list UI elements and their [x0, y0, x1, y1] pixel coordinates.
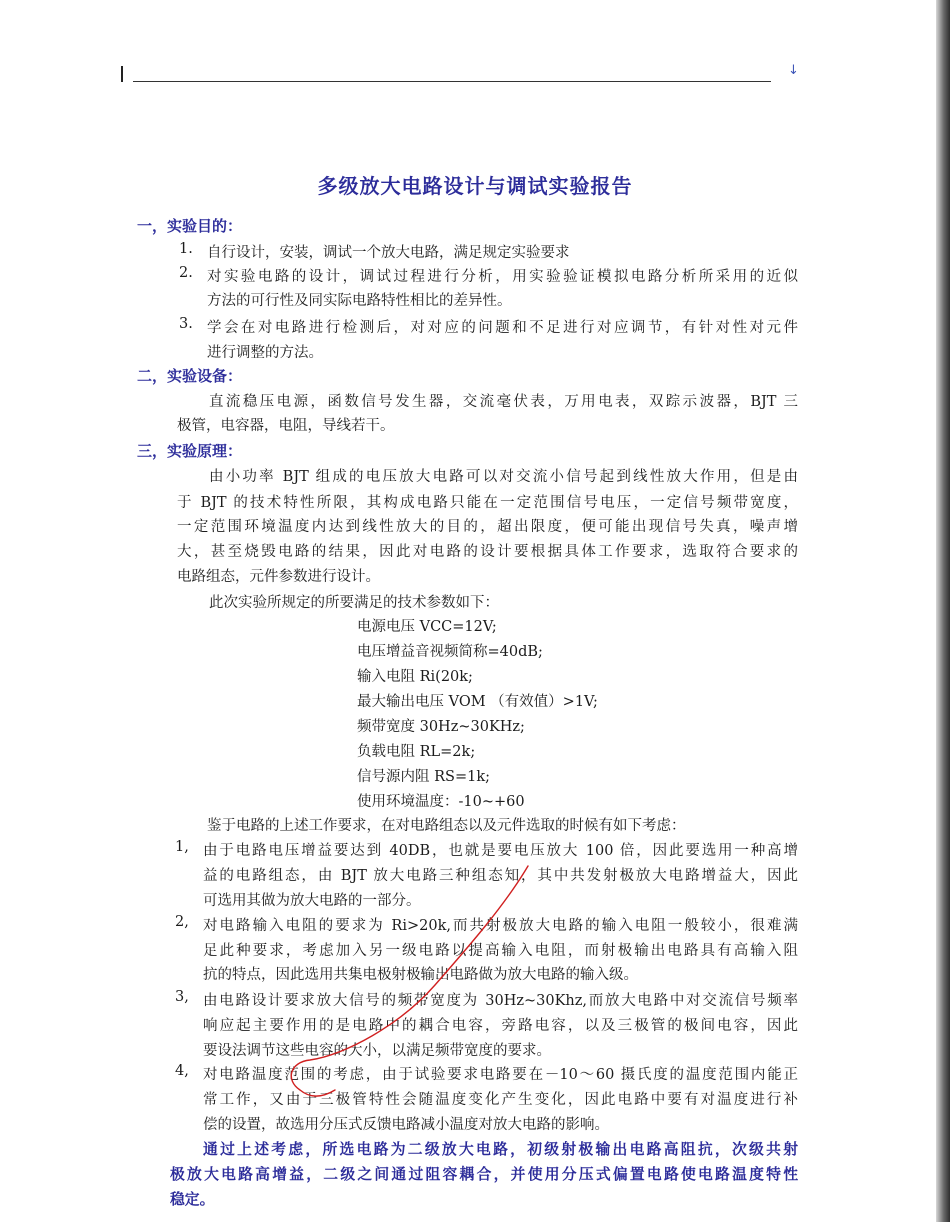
- conclusion-line: 极放大电路高增益，二级之间通过阻容耦合，并使用分压式偏置电路使电路温度特性: [170, 1166, 798, 1183]
- conclusion-line: 通过上述考虑，所选电路为二级放大电路，初级射极输出电路高阻抗，次级共射: [203, 1141, 798, 1158]
- consideration-text: 响应起主要作用的是电路中的耦合电容，旁路电容，以及三极管的极间电容，因此: [203, 1018, 798, 1034]
- paragraph-mark-icon: ↓: [788, 63, 799, 78]
- consideration-number: 3,: [175, 989, 189, 1005]
- consideration-text: 由电路设计要求放大信号的频带宽度为 30Hz~30Khz,而放大电路中对交流信号频率: [203, 993, 798, 1009]
- consideration-text: 常工作，又由于三极管特性会随温度变化产生变化，因此电路中要有对温度进行补: [203, 1092, 798, 1108]
- paragraph-line: 极管，电容器，电阻，导线若干。: [177, 418, 395, 434]
- consideration-text: 益的电路组态，由 BJT 放大电路三种组态知，其中共发射极放大电路增益大，因此: [203, 868, 798, 884]
- consideration-number: 4,: [175, 1063, 189, 1079]
- consideration-text: 由于电路电压增益要达到 40DB，也就是要电压放大 100 倍，因此要选用一种高增: [203, 843, 798, 859]
- spec-intro: 此次实验所规定的所要满足的技术参数如下：: [209, 595, 499, 611]
- list-item-text: 学会在对电路进行检测后，对对应的问题和不足进行对应调节，有针对性对元件: [207, 320, 798, 336]
- paragraph-line: 由小功率 BJT 组成的电压放大电路可以对交流小信号起到线性放大作用，但是由: [209, 469, 798, 485]
- list-item-number: 1.: [179, 241, 193, 257]
- page-title: 多级放大电路设计与调试实验报告: [317, 174, 633, 198]
- spec-item: 电源电压 VCC=12V;: [357, 619, 497, 635]
- spec-item: 负载电阻 RL=2k;: [357, 744, 476, 760]
- list-item-number: 2.: [179, 265, 193, 281]
- spec-item: 电压增益音视频简称=40dB;: [357, 644, 543, 660]
- conclusion-line: 稳定。: [170, 1191, 215, 1208]
- section-heading-principle: 三，实验原理：: [137, 442, 243, 460]
- spec-item: 信号源内阻 RS=1k;: [357, 769, 491, 785]
- list-item-text: 自行设计，安装，调试一个放大电路，满足规定实验要求: [207, 245, 570, 261]
- paragraph-line: 直流稳压电源，函数信号发生器，交流毫伏表，万用电表，双踪示波器，BJT 三: [209, 394, 798, 410]
- spec-item: 输入电阻 Ri(20k;: [357, 669, 473, 685]
- consideration-text: 足此种要求，考虑加入另一级电路以提高输入电阻，而射极输出电路具有高输入阻: [203, 943, 798, 959]
- consideration-text: 要设法调节这些电容的大小，以满足频带宽度的要求。: [203, 1043, 551, 1059]
- list-item-text: 对实验电路的设计，调试过程进行分析，用实验验证模拟电路分析所采用的近似: [207, 269, 798, 285]
- consideration-text: 可选用其做为放大电路的一部分。: [203, 893, 421, 909]
- paragraph-line: 大，甚至烧毁电路的结果，因此对电路的设计要根据具体工作要求，选取符合要求的: [177, 544, 798, 560]
- consideration-text: 抗的特点，因此选用共集电极射极输出电路做为放大电路的输入级。: [203, 967, 638, 983]
- list-item-text: 进行调整的方法。: [207, 345, 323, 361]
- spec-item: 频带宽度 30Hz~30KHz;: [357, 719, 525, 735]
- red-pen-line: [291, 866, 528, 1096]
- list-item-text: 方法的可行性及同实际电路特性相比的差异性。: [207, 293, 512, 309]
- section-heading-equipment: 二，实验设备：: [137, 367, 243, 385]
- paragraph-line: 于 BJT 的技术特性所限，其构成电路只能在一定范围信号电压，一定信号频带宽度，: [177, 495, 798, 511]
- paragraph-line: 一定范围环境温度内达到线性放大的目的，超出限度，便可能出现信号失真，噪声增: [177, 519, 798, 535]
- consideration-text: 对电路输入电阻的要求为 Ri>20k,而共射极放大电路的输入电阻一般较小，很难满: [203, 918, 798, 934]
- list-item-number: 3.: [179, 316, 193, 332]
- consideration-number: 2,: [175, 914, 189, 930]
- consideration-text: 对电路温度范围的考虑，由于试验要求电路要在－10～60 摄氏度的温度范围内能正: [203, 1067, 798, 1083]
- paragraph-line: 电路组态，元件参数进行设计。: [177, 569, 380, 585]
- spec-item: 最大输出电压 VOM （有效值）>1V;: [357, 694, 598, 710]
- spec-item: 使用环境温度：-10~+60: [357, 794, 525, 810]
- consider-intro: 鉴于电路的上述工作要求，在对电路组态以及元件选取的时候有如下考虑：: [207, 818, 686, 834]
- consideration-text: 偿的设置，故选用分压式反馈电路减小温度对放大电路的影响。: [203, 1117, 609, 1133]
- section-heading-purpose: 一，实验目的：: [137, 217, 243, 235]
- consideration-number: 1,: [175, 839, 189, 855]
